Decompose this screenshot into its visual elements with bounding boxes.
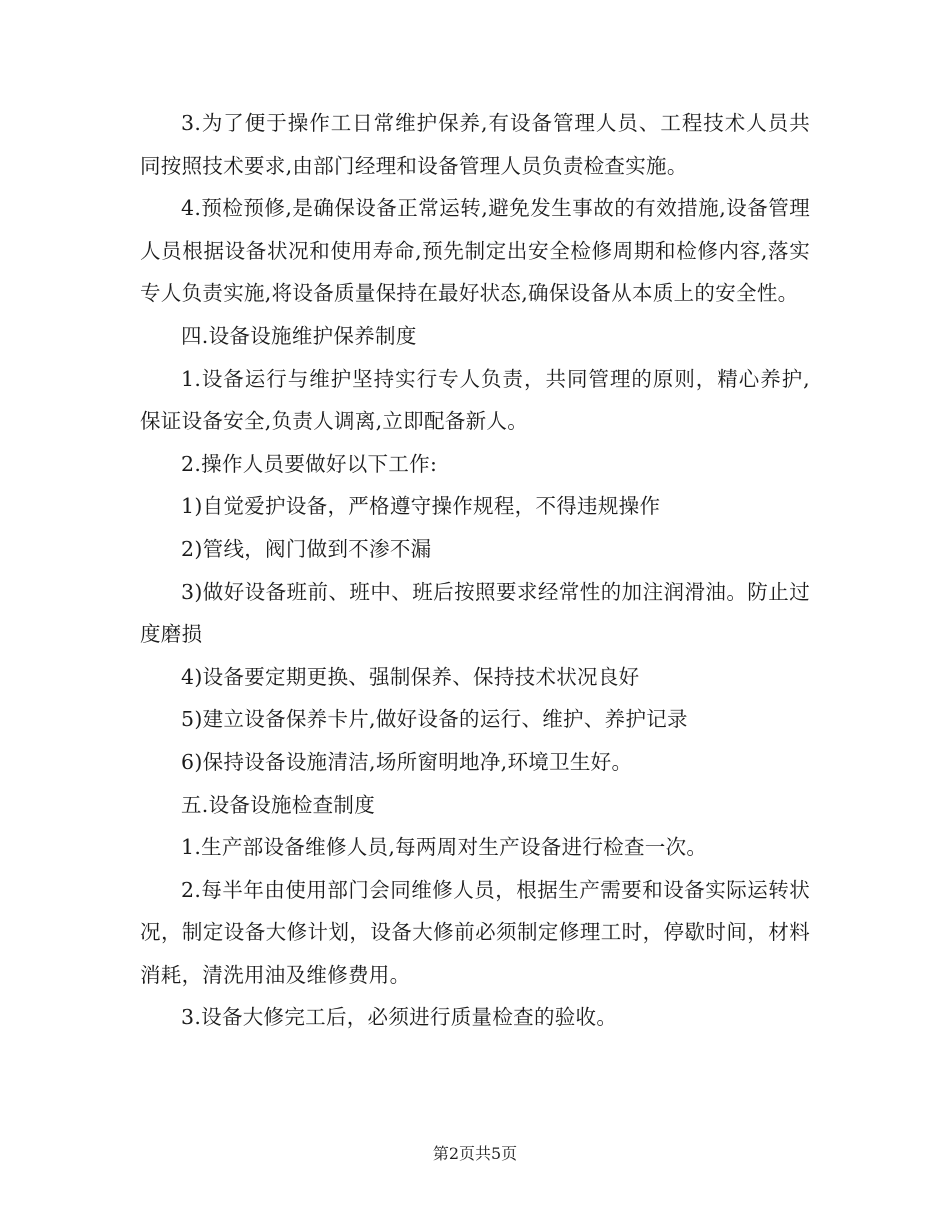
paragraph-1-dedicated-personnel: 1.设备运行与维护坚持实行专人负责，共同管理的原则，精心养护,保证设备安全,负责人调离,立即配备新人。 bbox=[140, 366, 810, 434]
list-item-1: 1)自觉爱护设备，严格遵守操作规程，不得违规操作 bbox=[181, 494, 661, 519]
list-item-2: 2)管线，阀门做到不渗不漏 bbox=[181, 536, 432, 561]
section-heading-four: 四.设备设施维护保养制度 bbox=[181, 323, 417, 348]
section-heading-five: 五.设备设施检查制度 bbox=[181, 792, 376, 817]
list-item-3: 3)做好设备班前、班中、班后按照要求经常性的加注润滑油。防止过度磨损 bbox=[140, 579, 810, 647]
document-body bbox=[140, 102, 810, 1039]
paragraph-1-biweekly-inspection: 1.生产部设备维修人员,每两周对生产设备进行检查一次。 bbox=[181, 835, 708, 860]
page-footer: 第2页共5页 bbox=[432, 1144, 518, 1163]
list-item-4: 4)设备要定期更换、强制保养、保持技术状况良好 bbox=[181, 664, 640, 689]
paragraph-4-preventive-maintenance: 4.预检预修,是确保设备正常运转,避免发生事故的有效措施,设备管理人员根据设备状况和使用寿命,预先制定出安全检修周期和检修内容,落实专人负责实施,将设备质量保持在最好状态,确保设备从本质上的安全性。 bbox=[140, 196, 810, 306]
paragraph-3-quality-acceptance: 3.设备大修完工后，必须进行质量检查的验收。 bbox=[181, 1005, 618, 1030]
paragraph-2-overhaul-plan: 2.每半年由使用部门会同维修人员，根据生产需要和设备实际运转状况，制定设备大修计划，设备大修前必须制定修理工时，停歇时间，材料消耗，清洗用油及维修费用。 bbox=[140, 877, 810, 987]
list-item-5: 5)建立设备保养卡片,做好设备的运行、维护、养护记录 bbox=[181, 707, 688, 732]
paragraph-3-maintenance-responsibility: 3.为了便于操作工日常维护保养,有设备管理人员、工程技术人员共同按照技术要求,由部门经理和设备管理人员负责检查实施。 bbox=[140, 111, 810, 178]
paragraph-2-operator-duties: 2.操作人员要做好以下工作: bbox=[181, 451, 438, 476]
list-item-6: 6)保持设备设施清洁,场所窗明地净,环境卫生好。 bbox=[181, 749, 633, 774]
